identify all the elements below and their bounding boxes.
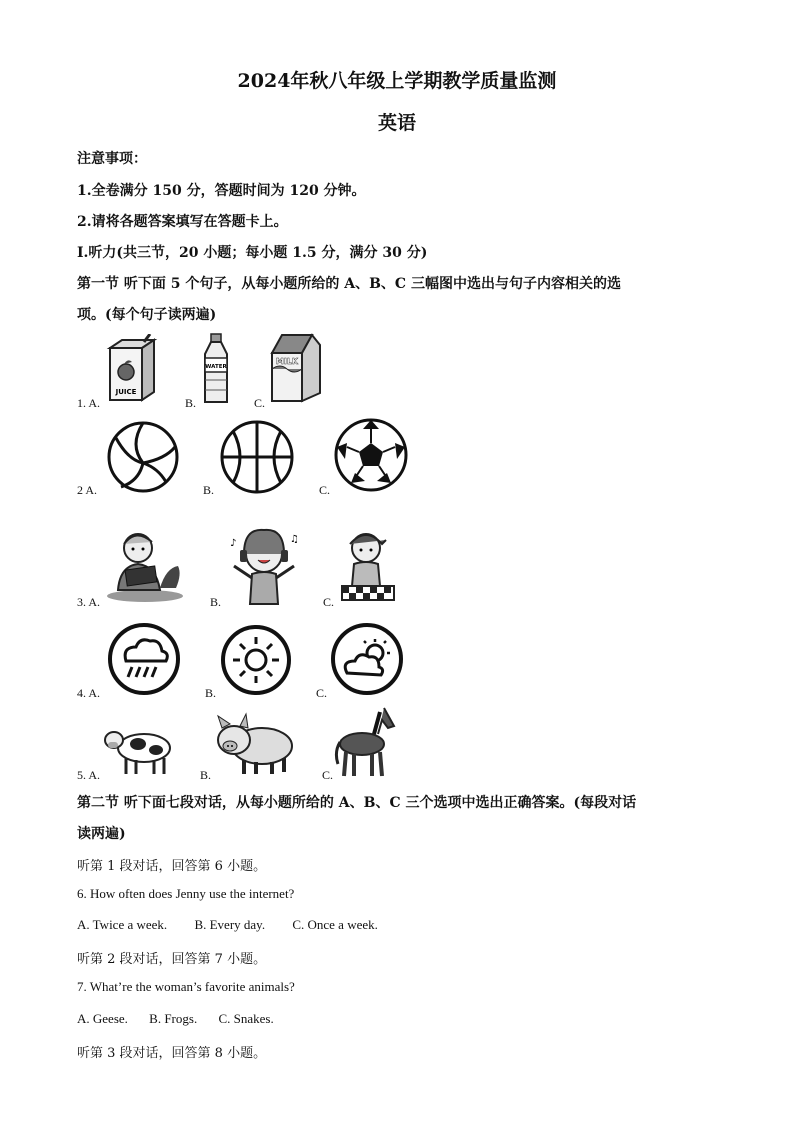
question-7: 7. What’re the woman’s favorite animals? [77,979,295,994]
q5-label: 5. A. [77,768,101,782]
q1-option-b: B. [185,396,197,410]
subject-title: 英语 [377,112,416,134]
q4-label: 4. A. [77,686,101,700]
juice-label: JUICE [115,388,137,396]
q2-option-b: B. [203,483,215,497]
dialog-3-prompt: 听第 3 段对话，回答第 8 小题。 [77,1046,267,1061]
juice-box-icon [104,334,160,404]
question-6-options [77,917,378,933]
question-7-options [77,1011,274,1027]
soccer-ball-icon [333,417,409,493]
horse-icon [334,704,402,780]
girl-headphones-icon [226,526,302,606]
q1-label: 1. A. [77,396,101,410]
q2-label: 2 A. [77,483,98,497]
q3-option-b: B. [210,595,222,609]
q7-option-a: A. Geese. [77,1011,128,1026]
q6-option-c: C. Once a week. [292,917,378,932]
page-title: 2024年秋八年级上学期教学质量监测 [237,70,557,92]
dialog-2-prompt: 听第 2 段对话，回答第 7 小题。 [77,952,267,967]
partly-cloudy-icon [329,621,405,697]
q4-option-b: B. [205,686,217,700]
q6-option-a: A. Twice a week. [77,917,168,932]
note-1: 1.全卷满分 150 分，答题时间为 120 分钟。 [77,183,366,199]
cow-icon [102,718,176,778]
q4-option-c: C. [316,686,328,700]
milk-label: MILK [275,357,299,366]
q5-option-c: C. [322,768,334,782]
q3-option-c: C. [323,595,335,609]
svg-text:♫: ♫ [290,534,299,545]
q5-option-b: B. [200,768,212,782]
q6-option-b: B. Every day. [194,917,266,932]
boy-reading-icon [104,528,186,604]
water-bottle-icon [199,332,233,406]
part1-instruction: 第一节 听下面 5 个句子，从每小题所给的 A、B、C 三幅图中选出与句子内容相关的选 [77,276,621,292]
sun-icon [219,623,293,697]
notes-heading: 注意事项： [77,151,147,167]
part2-instruction: 第二节 听下面七段对话，从每小题所给的 A、B、C 三个选项中选出正确答案。(每段对话 [77,795,637,811]
rain-cloud-icon [106,621,182,697]
basketball-icon [219,419,295,495]
boy-chess-icon [336,526,400,606]
q3-label: 3. A. [77,595,101,609]
dialog-1-prompt: 听第 1 段对话，回答第 6 小题。 [77,859,267,874]
q7-option-c: C. Snakes. [218,1011,274,1026]
part1-instruction-cont: 项。(每个句子读两遍) [77,307,217,323]
pig-icon [212,712,298,778]
question-6: 6. How often does Jenny use the internet? [77,886,295,901]
milk-carton-icon [268,331,324,405]
q7-option-b: B. Frogs. [149,1011,198,1026]
section1-heading: Ⅰ.听力(共三节，20 小题；每小题 1.5 分，满分 30 分) [77,245,428,261]
note-2: 2.请将各题答案填写在答题卡上。 [77,214,288,230]
q2-option-c: C. [319,483,331,497]
q1-option-c: C. [254,396,266,410]
svg-text:♪: ♪ [230,538,237,549]
water-label: WATER [205,364,227,370]
volleyball-icon [106,420,180,494]
part2-instruction-cont: 读两遍) [77,826,126,842]
